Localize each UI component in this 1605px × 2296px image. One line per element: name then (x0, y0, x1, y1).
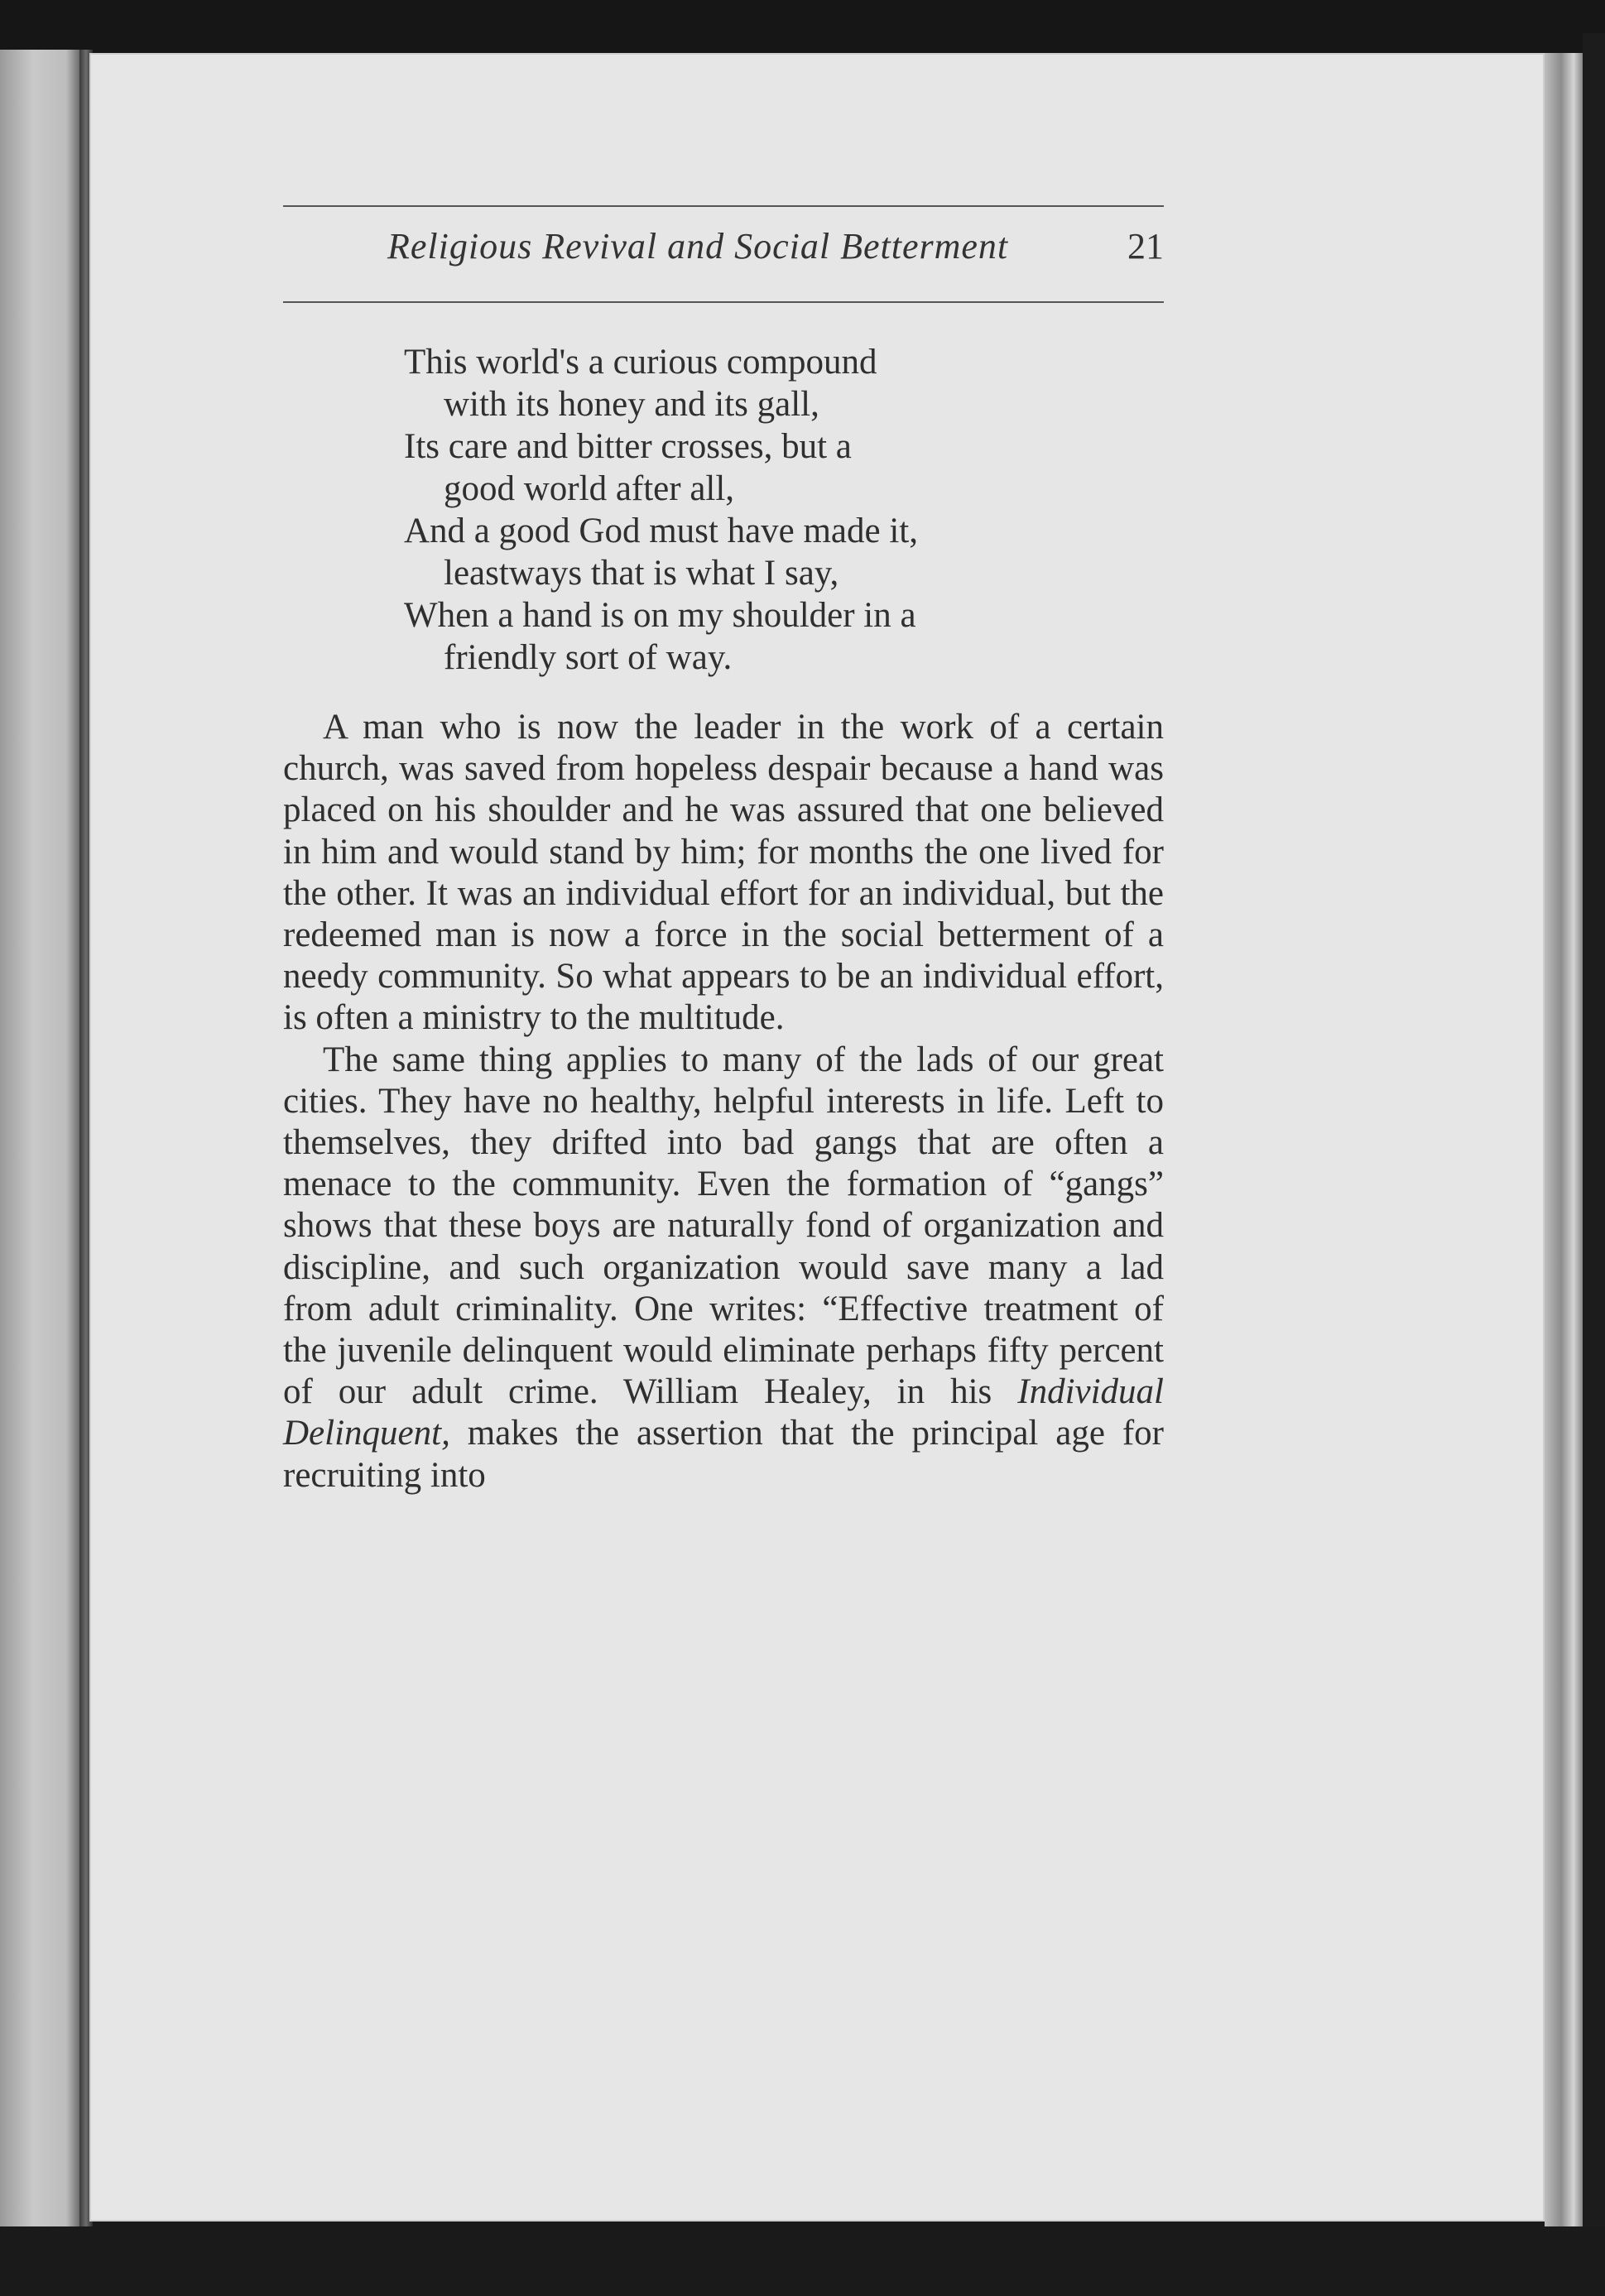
poem-line: When a hand is on my shoulder in a (404, 596, 916, 635)
paragraph-text: The same thing applies to many of the lads of our great cities. They have no healthy, helpful interests in life. Left to themselves, they drifted into bad gangs that are often a menace to the community. Even the formation of “gangs” shows that these boys are naturally fond of organization and discipline, and such organization would save many a lad from adult criminality. One writes: “Effective treatment of the juvenile delinquent would eliminate perhaps fifty percent of our adult crime. William Healey, in his (283, 1040, 1164, 1412)
running-head (283, 225, 1164, 283)
body-text (283, 707, 1164, 1496)
running-title: Religious Revival and Social Betterment (387, 226, 1009, 267)
poem-line: Its care and bitter crosses, but a (404, 427, 852, 466)
poem-line: And a good God must have made it, (404, 512, 919, 550)
page-stack-edge (1545, 53, 1586, 2230)
paragraph-man-saved: A man who is now the leader in the work of a certain church, was saved from hopeless despair because a hand was placed on his shoulder and he was assured that one believed in him and would stand by him; for months the one lived for the other. It was an individual effort for an individual, but the redeemed man is now a force in the social betterment of a needy community. So what appears to be an individual effort, is often a ministry to the multitude. (283, 708, 1164, 1038)
poem-line: friendly sort of way. (444, 638, 733, 677)
header-rule-bottom (283, 301, 1164, 303)
book-title-italic: Individual Delinquent, (283, 1372, 1164, 1453)
paragraph-city-lads (283, 1040, 1164, 1496)
page-number: 21 (1127, 226, 1164, 267)
poem-line: with its honey and its gall, (444, 385, 819, 424)
film-border-top (0, 0, 1605, 58)
poem-stanza (404, 341, 1066, 679)
film-border-bottom (0, 2226, 1605, 2296)
paragraph-text: makes the assertion that the principal age for recruiting into (283, 1414, 1164, 1495)
poem-line: This world's a curious compound (404, 343, 877, 382)
facing-page-edge (0, 50, 83, 2226)
header-rule-top (283, 205, 1164, 207)
poem-line: leastways that is what I say, (444, 554, 839, 593)
poem-line: good world after all, (444, 469, 735, 508)
film-border-right (1583, 33, 1605, 2296)
